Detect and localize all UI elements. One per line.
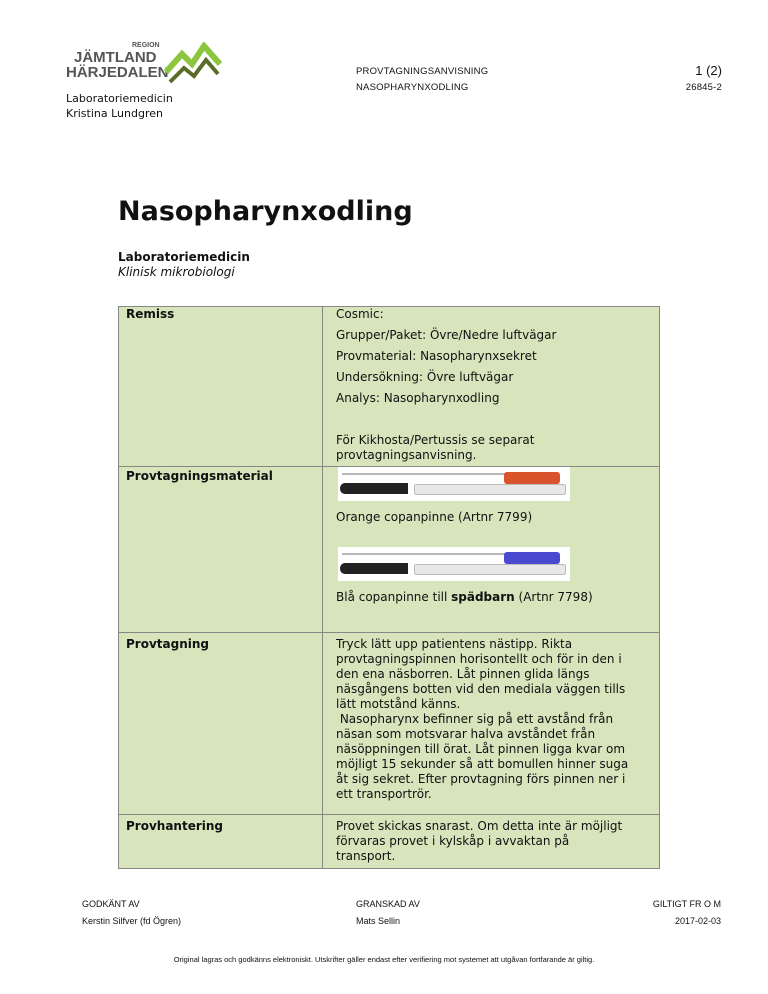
reviewed-by: Mats Sellin [356, 916, 401, 926]
label-remiss-text: Remiss [126, 307, 175, 321]
label-provhantering-text: Provhantering [126, 819, 224, 833]
text-line: Provet skickas snarast. Om detta inte är möjligt [336, 819, 623, 833]
logo-line1: JÄMTLAND [74, 49, 157, 66]
label-provtagning-text: Provtagning [126, 637, 209, 651]
row-material [119, 467, 660, 633]
doc-subject: NASOPHARYNXODLING [356, 82, 469, 93]
text-line: förvaras provet i kylskåp i avvaktan på [336, 834, 570, 848]
remiss-line: Grupper/Paket: Övre/Nedre luftvägar [336, 328, 557, 342]
value-remiss [323, 307, 660, 467]
info-table [118, 306, 660, 869]
valid-date: 2017-02-03 [674, 916, 721, 926]
provtagning-text [336, 633, 659, 802]
text-line: Tryck lätt upp patientens nästipp. Rikta [336, 637, 573, 651]
text-line: möjligt 15 sekunder så att bomullen hinner suga [336, 757, 629, 771]
provhantering-text [336, 815, 659, 864]
doc-id: 26845-2 [685, 82, 722, 93]
remiss-note: provtagningsanvisning. [336, 448, 477, 462]
text-line: näsgångens botten vid den mediala väggen tills [336, 682, 626, 696]
approved-label: GODKÄNT AV [82, 899, 140, 909]
swab2-caption-post: (Artnr 7798) [514, 590, 593, 604]
remiss-line: Cosmic: [336, 307, 384, 321]
remiss-line: Analys: Nasopharynxodling [336, 391, 500, 405]
text-line: lätt motstånd känns. [336, 697, 461, 711]
text-line: provtagningspinnen horisontellt och för in den i [336, 652, 622, 666]
page-title: Nasopharynxodling [118, 196, 413, 227]
page-number: 1 (2) [695, 63, 722, 78]
mountain-logo-icon [164, 42, 222, 86]
value-provhantering [323, 815, 660, 869]
text-line: näsöppningen till örat. Låt pinnen ligga kvar om [336, 742, 626, 756]
remiss-line: Undersökning: Övre luftvägar [336, 370, 514, 384]
label-remiss [119, 307, 323, 467]
org-unit: Klinisk mikrobiologi [118, 265, 235, 279]
swab1-caption: Orange copanpinne (Artnr 7799) [336, 510, 533, 524]
value-material [323, 467, 660, 633]
text-line: ett transportrör. [336, 787, 432, 801]
sender-block [66, 91, 173, 121]
logo-line2: HÄRJEDALEN [66, 64, 169, 81]
orange-swab-image [338, 467, 570, 501]
text-line: näsan som motsvarar halva avståndet från [336, 727, 596, 741]
swab2-caption-bold: spädbarn [451, 590, 515, 604]
region-logo [66, 42, 226, 92]
org-dept: Laboratoriemedicin [118, 250, 250, 264]
swab2-caption [336, 590, 659, 605]
label-material [119, 467, 323, 633]
row-provhantering [119, 815, 660, 869]
doc-type: PROVTAGNINGSANVISNING [356, 66, 489, 77]
disclaimer: Original lagras och godkänns elektroniskt. Utskrifter gäller endast efter verifiering mot systemet att utgåvan fortfarande är giltig. [173, 955, 595, 964]
row-remiss [119, 307, 660, 467]
label-provhantering [119, 815, 323, 869]
logo-region-label: REGION [132, 42, 160, 49]
text-line: transport. [336, 849, 396, 863]
swab2-cap [504, 552, 560, 564]
value-provtagning [323, 633, 660, 815]
row-provtagning [119, 633, 660, 815]
text-line: åt sig sekret. Efter provtagning förs pinnen ner i [336, 772, 626, 786]
text-line: Nasopharynx befinner sig på ett avstånd från [336, 712, 614, 726]
remiss-note: För Kikhosta/Pertussis se separat [336, 433, 535, 447]
remiss-line: Provmaterial: Nasopharynxsekret [336, 349, 537, 363]
swab1-cap [504, 472, 560, 484]
org-block [118, 250, 250, 280]
valid-label: GILTIGT FR O M [652, 899, 721, 909]
approved-by: Kerstin Silfver (fd Ögren) [82, 916, 182, 926]
label-material-text: Provtagningsmaterial [126, 469, 273, 483]
text-line: den ena näsborren. Låt pinnen glida längs [336, 667, 590, 681]
swab2-caption-pre: Blå copanpinne till [336, 590, 452, 604]
reviewed-label: GRANSKAD AV [356, 899, 420, 909]
sender-dept: Laboratoriemedicin [66, 92, 173, 105]
sender-name: Kristina Lundgren [66, 107, 163, 120]
blue-swab-image [338, 547, 570, 581]
label-provtagning [119, 633, 323, 815]
